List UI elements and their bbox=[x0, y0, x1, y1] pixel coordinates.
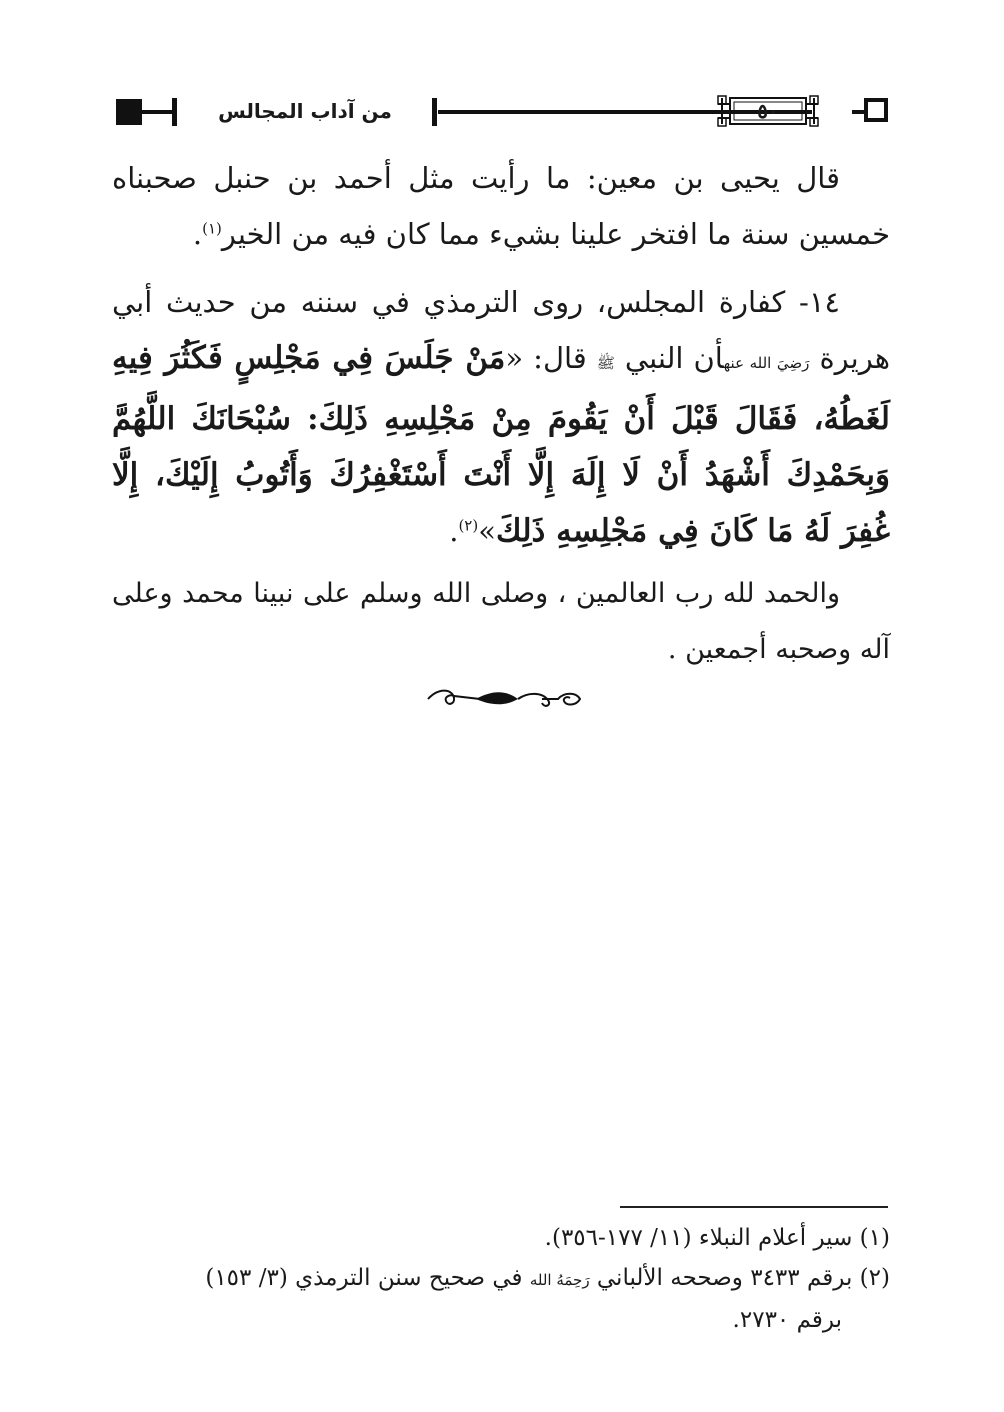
footnote-2 bbox=[112, 1258, 890, 1300]
footnote-number: (١) bbox=[859, 1225, 890, 1251]
footnote-text: في صحيح سنن الترمذي (٣/ ١٥٣) bbox=[205, 1265, 523, 1291]
footnote-ref: (٢) bbox=[458, 516, 479, 535]
footnote-text: برقم ٣٤٣٣ وصححه الألباني bbox=[596, 1265, 853, 1291]
header-bar bbox=[172, 98, 177, 126]
page-number-frame bbox=[716, 94, 820, 128]
page-header bbox=[112, 92, 890, 132]
paragraph-text: والحمد لله رب العالمين ، وصلى الله وسلم على نبينا محمد وعلى آله وصحبه أجمعين . bbox=[112, 578, 890, 665]
honorific: رَضِيَ الله عنه bbox=[723, 354, 810, 372]
header-square-outline-ornament bbox=[864, 98, 888, 122]
footnote-ref: (١) bbox=[202, 219, 222, 238]
punctuation: . bbox=[449, 514, 459, 548]
paragraph-text: قال: « bbox=[505, 341, 587, 375]
footnote-number: (٢) bbox=[859, 1265, 890, 1291]
header-rule bbox=[140, 110, 172, 114]
running-title: من آداب المجالس bbox=[218, 99, 392, 123]
paragraph-text: أن النبي bbox=[624, 341, 724, 375]
flourish-ornament-icon bbox=[424, 682, 584, 716]
footnotes bbox=[112, 1218, 890, 1340]
honorific: رَحِمَهُ الله bbox=[529, 1271, 590, 1289]
punctuation: . bbox=[192, 217, 203, 251]
paragraph-text: ١٤- كفارة المجلس، روى الترمذي في سننه من حديث أبي هريرة bbox=[112, 285, 891, 375]
page-number: ٥٠ bbox=[757, 99, 779, 123]
footnote-1 bbox=[112, 1218, 890, 1258]
footnote-separator bbox=[620, 1206, 888, 1208]
header-rule bbox=[852, 110, 864, 114]
paragraph-text: قال يحيى بن معين: ما رأيت مثل أحمد بن حنبل صحبناه خمسين سنة ما افتخر علينا بشيء مما كان فيه من الخير bbox=[112, 161, 890, 251]
header-square-ornament bbox=[116, 99, 142, 125]
quote-close: » bbox=[478, 514, 496, 548]
paragraph-quote bbox=[112, 150, 890, 262]
paragraph-hadith bbox=[112, 274, 890, 559]
footnote-2-continuation: برقم ٢٧٣٠. bbox=[732, 1307, 842, 1333]
footnote-text: سير أعلام النبلاء (١١/ ١٧٧-٣٥٦). bbox=[544, 1225, 853, 1251]
paragraph-closing bbox=[112, 566, 890, 678]
header-bar bbox=[432, 98, 437, 126]
hadith-text: مَنْ جَلَسَ فِي مَجْلِسٍ فَكَثُرَ فِيهِ لَغَطُهُ، فَقَالَ قَبْلَ أَنْ يَقُومَ مِنْ مَجْلِسِهِ ذَلِكَ: سُبْحَانَكَ اللَّهُمَّ وَبِحَمْدِكَ أَشْهَدُ أَنْ لَا إِلَهَ إِلَّا أَنْتَ أَسْتَغْفِرُكَ وَأَتُوبُ إِلَيْكَ، إِلَّا غُفِرَ لَهُ مَا كَانَ فِي مَجْلِسِهِ ذَلِكَ bbox=[112, 340, 890, 549]
honorific-symbol: ﷺ bbox=[596, 354, 615, 372]
